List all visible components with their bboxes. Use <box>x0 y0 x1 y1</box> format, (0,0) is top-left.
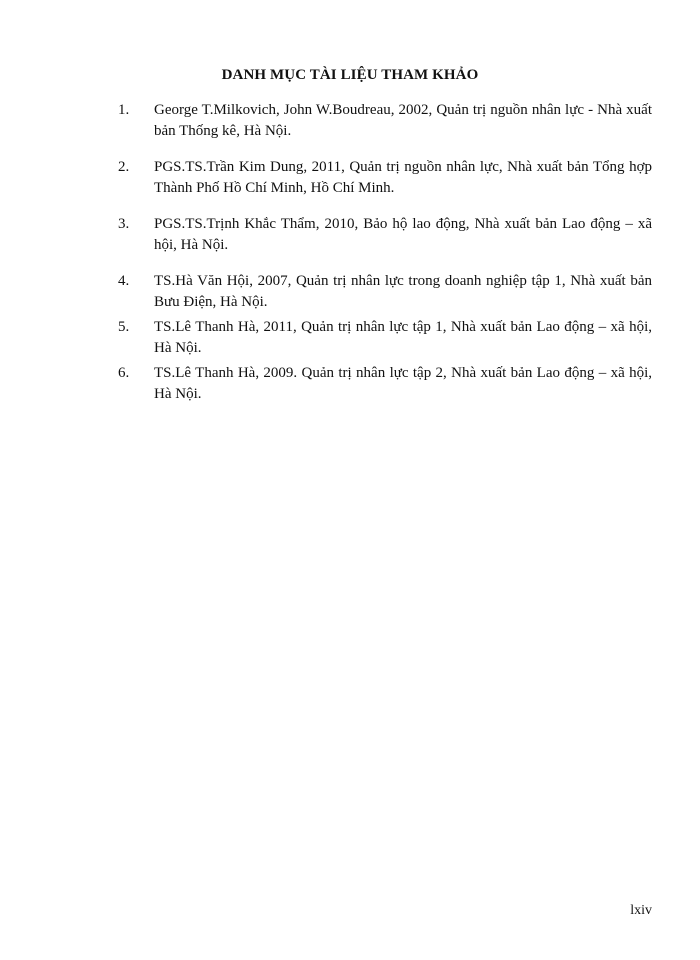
page-number: lxiv <box>630 903 652 918</box>
reference-number: 2. <box>118 159 130 175</box>
reference-number: 5. <box>118 319 130 335</box>
reference-item <box>118 214 652 256</box>
reference-list <box>118 100 652 405</box>
reference-number: 6. <box>118 365 130 381</box>
reference-text: TS.Lê Thanh Hà, 2009. Quản trị nhân lực tập 2, Nhà xuất bản Lao động – xã hội, Hà Nội. <box>154 365 652 402</box>
reference-item <box>118 271 652 313</box>
reference-text: George T.Milkovich, John W.Boudreau, 2002, Quản trị nguồn nhân lực - Nhà xuất bản Thống kê, Hà Nội. <box>154 102 652 139</box>
reference-number: 1. <box>118 102 130 118</box>
reference-item <box>118 100 652 142</box>
reference-text: PGS.TS.Trần Kim Dung, 2011, Quản trị nguồn nhân lực, Nhà xuất bản Tổng hợp Thành Phố Hồ Chí Minh, Hồ Chí Minh. <box>154 159 652 196</box>
page-title: DANH MỤC TÀI LIỆU THAM KHẢO <box>221 67 479 83</box>
reference-number: 4. <box>118 273 130 289</box>
reference-text: PGS.TS.Trịnh Khắc Thẩm, 2010, Bảo hộ lao động, Nhà xuất bản Lao động – xã hội, Hà Nội. <box>154 216 652 253</box>
reference-item <box>118 157 652 199</box>
reference-item <box>118 363 652 405</box>
reference-text: TS.Lê Thanh Hà, 2011, Quản trị nhân lực tập 1, Nhà xuất bản Lao động – xã hội, Hà Nội. <box>154 319 652 356</box>
reference-number: 3. <box>118 216 130 232</box>
reference-text: TS.Hà Văn Hội, 2007, Quản trị nhân lực trong doanh nghiệp tập 1, Nhà xuất bản Bưu Điện, Hà Nội. <box>154 273 652 310</box>
reference-item <box>118 317 652 359</box>
